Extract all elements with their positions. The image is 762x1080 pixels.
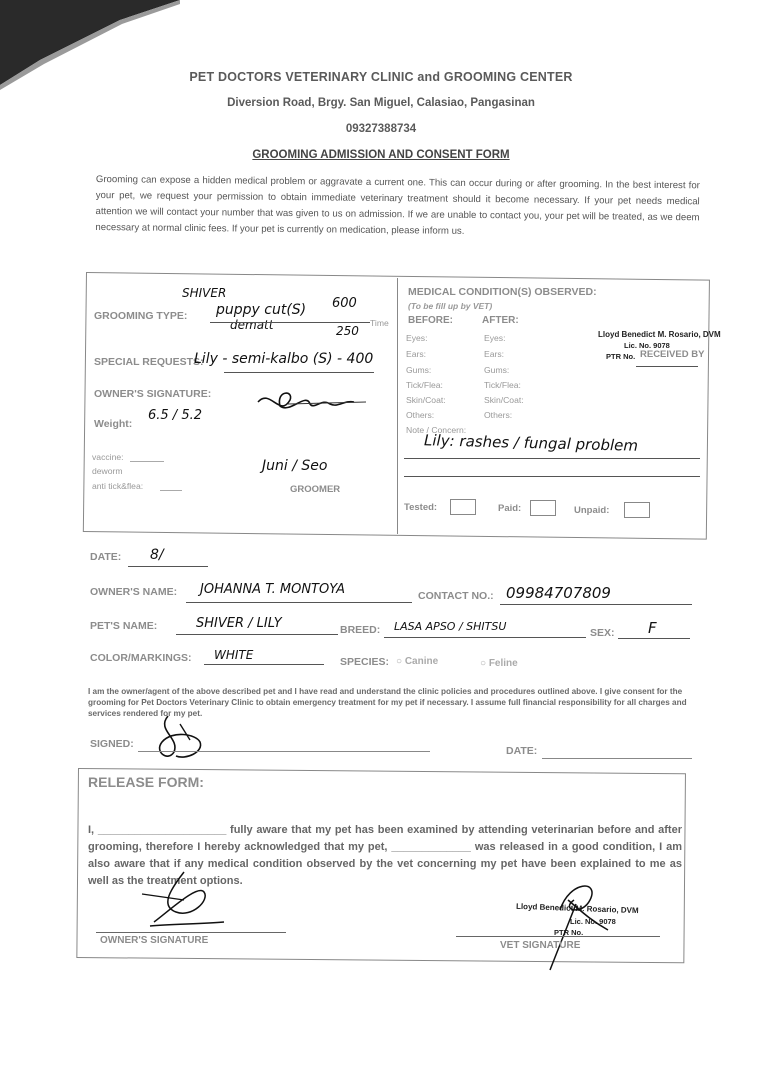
groomer-value[interactable]: Juni / Seo [262, 458, 328, 474]
before-gums: Gums: [406, 365, 432, 375]
pet-name-label: PET'S NAME: [90, 620, 158, 632]
price-2: 250 [336, 324, 359, 338]
special-requests-value[interactable]: Lily - semi-kalbo (S) - 400 [194, 351, 374, 367]
special-requests-label: SPECIAL REQUESTS: [94, 356, 204, 368]
grooming-type-value[interactable]: puppy cut(S) [216, 302, 307, 318]
weight-value[interactable]: 6.5 / 5.2 [148, 408, 202, 423]
groomer-label: GROOMER [290, 484, 341, 495]
before-eyes: Eyes: [406, 333, 428, 343]
vet-stamp-ptr: PTR No. [606, 352, 636, 361]
breed-value[interactable]: LASA APSO / SHITSU [394, 620, 507, 633]
date-label: DATE: [90, 551, 122, 563]
color-label: COLOR/MARKINGS: [90, 652, 192, 664]
weight-label: Weight: [94, 418, 133, 430]
vet-stamp-name: Lloyd Benedict M. Rosario, DVM [598, 330, 721, 339]
after-tick: Tick/Flea: [484, 380, 521, 390]
after-others: Others: [484, 410, 513, 420]
after-ears: Ears: [484, 349, 505, 359]
contact-label: CONTACT NO.: [418, 590, 494, 602]
owner-name-value[interactable]: JOHANNA T. MONTOYA [200, 582, 346, 597]
pet-name-value[interactable]: SHIVER / LILY [196, 616, 282, 631]
after-label: AFTER: [482, 315, 519, 326]
release-vet-signature-scribble [530, 870, 620, 974]
grooming-type-value-2[interactable]: dematt [230, 318, 274, 332]
note-value[interactable]: Lily: rashes / fungal problem [423, 431, 639, 455]
signed-date-label: DATE: [506, 745, 538, 757]
owner-signature-label: OWNER'S SIGNATURE: [94, 388, 212, 400]
before-skin: Skin/Coat: [406, 395, 446, 405]
owner-signature-scribble [250, 380, 370, 420]
sex-value[interactable]: F [648, 619, 657, 637]
medical-title: MEDICAL CONDITION(S) OBSERVED: [408, 286, 597, 298]
release-owner-signature-label: OWNER'S SIGNATURE [100, 935, 209, 946]
unpaid-label: Unpaid: [574, 505, 610, 516]
feline-label: Feline [488, 658, 518, 669]
note-label: Note / Concern: [406, 425, 467, 435]
grooming-type-label: GROOMING TYPE: [94, 310, 188, 322]
canine-radio[interactable]: ○ [396, 656, 403, 667]
release-title: RELEASE FORM: [88, 774, 204, 790]
paid-box[interactable] [530, 500, 556, 516]
vet-stamp-lic: Lic. No. 9078 [624, 341, 670, 350]
sex-label: SEX: [590, 627, 615, 639]
before-label: BEFORE: [408, 315, 453, 326]
unpaid-box[interactable] [624, 502, 650, 518]
received-by-label: RECEIVED BY [640, 349, 705, 360]
feline-radio[interactable]: ○ [480, 658, 487, 669]
signed-signature-scribble [150, 712, 220, 764]
tested-box[interactable] [450, 499, 476, 515]
clinic-phone: 09327388734 [345, 123, 417, 135]
signed-label: SIGNED: [90, 738, 134, 750]
release-paragraph: I, _____________________ fully aware that my pet has been examined by attending veterinarian before and after grooming, therefore I hereby acknowledged that my pet, _____________ was released in a good condition, I am also aware that if any medical condition observed by the vet concerning my pet have been explained to me as well as the treatment options. [88, 824, 682, 887]
vaccine-label: vaccine: [92, 452, 124, 462]
intro-paragraph: Grooming can expose a hidden medical problem or aggravate a current one. This can occur during or after grooming. In the best interest for your pet, we request your permission to obtain immediate veterinary treatment should it become necessary. If your pet needs medical attention we will contact your number that was given to us on admission. If we are unable to contact you, your pet will be treated, as we deem necessary at normal clinic fees. If your pet is currently on medication, please inform us. [95, 173, 700, 237]
species-feline-option[interactable] [480, 658, 518, 669]
before-others: Others: [406, 410, 435, 420]
form-title: GROOMING ADMISSION AND CONSENT FORM [252, 149, 510, 161]
price-1: 600 [332, 296, 357, 311]
deworm-label: deworm [92, 466, 123, 476]
consent-paragraph: I am the owner/agent of the above described pet and I have read and understand the clinic policies and procedures outlined above. I give consent for the grooming for Pet Doctors Veterinary Clinic to obtain emergency treatment for my pet if necessary. I assume full financial responsibility for all charges and services rendered for my pet. [88, 687, 687, 718]
release-vet-stamp-name: Lloyd Benedict M. Rosario, DVM [515, 901, 639, 916]
after-skin: Skin/Coat: [484, 395, 524, 405]
after-gums: Gums: [484, 365, 510, 375]
canine-label: Canine [404, 656, 439, 667]
release-owner-signature-scribble [140, 870, 230, 932]
anti-tick-label: anti tick&flea: [92, 481, 144, 491]
date-value[interactable]: 8/ [150, 547, 164, 563]
species-canine-option[interactable] [396, 656, 438, 667]
release-vet-stamp-ptr: PTR No. [554, 928, 584, 937]
medical-divider [397, 278, 398, 534]
clinic-address: Diversion Road, Brgy. San Miguel, Calasiao, Pangasinan [227, 97, 535, 109]
clinic-name: PET DOCTORS VETERINARY CLINIC and GROOMING CENTER [189, 70, 573, 84]
release-vet-stamp-lic: Lic. No. 9078 [570, 917, 616, 926]
species-label: SPECIES: [340, 656, 390, 668]
grooming-type-hw-top: SHIVER [182, 286, 227, 300]
after-eyes: Eyes: [484, 333, 506, 343]
color-value[interactable]: WHITE [214, 648, 254, 662]
tested-label: Tested: [404, 502, 438, 513]
before-tick: Tick/Flea: [406, 380, 443, 390]
owner-name-label: OWNER'S NAME: [90, 586, 178, 598]
release-vet-signature-label: VET SIGNATURE [500, 940, 581, 951]
paid-label: Paid: [498, 503, 522, 514]
contact-value[interactable]: 09984707809 [506, 584, 611, 602]
medical-subtitle: (To be fill up by VET) [408, 301, 493, 311]
before-ears: Ears: [406, 349, 427, 359]
breed-label: BREED: [340, 624, 381, 636]
time-label: Time [370, 318, 389, 328]
